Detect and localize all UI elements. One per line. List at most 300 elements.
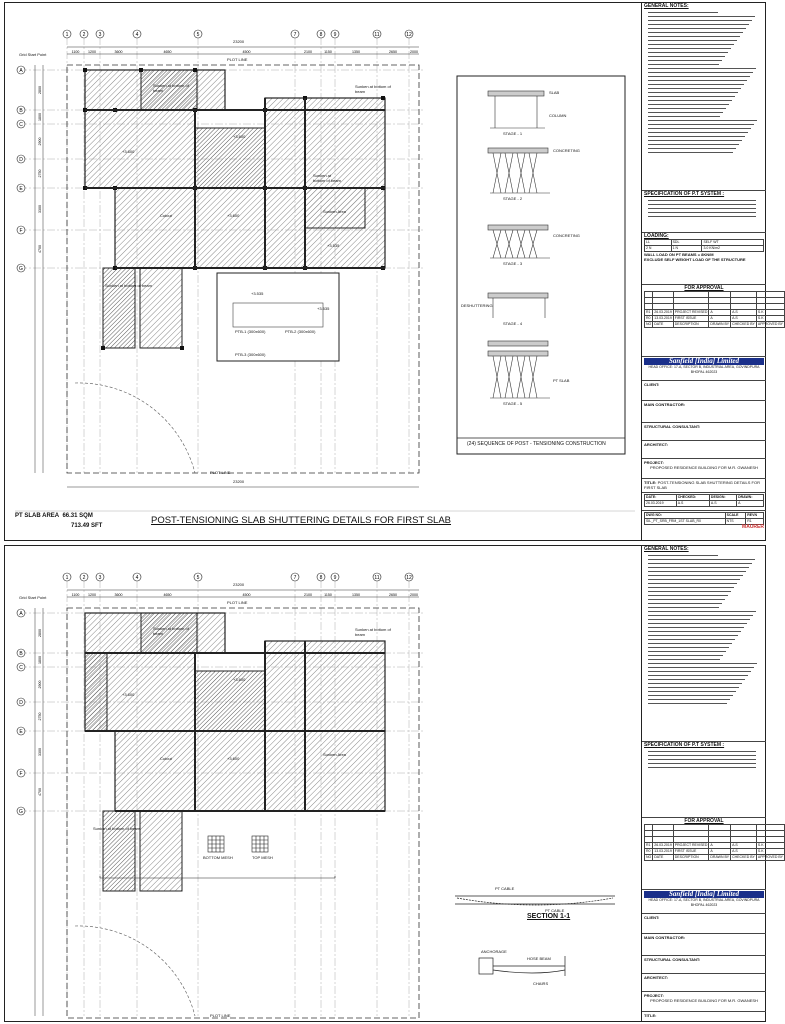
grid-label-left: A <box>19 611 23 617</box>
plot-line-top: PLOT LINE <box>227 57 248 62</box>
revision-table <box>644 291 785 328</box>
rev-by: DRAWN BY <box>710 322 730 326</box>
loading-block <box>642 233 766 285</box>
stage-5-label: STAGE - 5 <box>503 401 523 406</box>
note-line <box>648 651 726 652</box>
maurer-logo: MAURER <box>742 524 764 530</box>
structural-consultant-field: STRUCTURAL CONSULTANT: <box>642 423 766 441</box>
general-notes-block <box>642 3 766 191</box>
loading-header: SDL <box>671 240 702 246</box>
structural-consultant-field-2: STRUCTURAL CONSULTANT: <box>642 956 766 974</box>
dim-label-top: 2650 <box>389 593 397 597</box>
date-table <box>644 494 764 507</box>
grid-label-top: 2 <box>82 32 86 38</box>
level-label-4: +3.535 <box>251 291 264 296</box>
dim-label-left: 2800 <box>38 86 42 94</box>
level-label-6: +3.535 <box>327 243 340 248</box>
stage-2-label: STAGE - 2 <box>503 196 523 201</box>
title-label: TITLE: <box>644 480 657 485</box>
sunken-note-left: Sunken at bottom of beam <box>105 283 152 288</box>
dim-label-top: 1200 <box>88 593 96 597</box>
general-notes-block-2 <box>642 546 766 742</box>
overall-dim-top: 23200 <box>233 39 245 44</box>
rev-app: S.K <box>756 316 784 322</box>
level-label-2-1: +3.600 <box>122 692 135 697</box>
checked-label: CHECKED: <box>676 495 709 501</box>
note-line <box>648 675 748 676</box>
grid-label-left: B <box>19 651 23 657</box>
loading-heading: LOADING: <box>644 233 669 239</box>
note-line <box>648 663 757 664</box>
section-label-anchorage: ANCHORAGE <box>481 949 507 954</box>
scale-value: NTS <box>725 519 746 525</box>
rev-chk: A.S <box>731 316 757 322</box>
for-approval-label-2: FOR APPROVAL <box>684 818 724 824</box>
note-line <box>648 687 739 688</box>
note-line <box>648 607 719 608</box>
sunken-note-top: Sunken at bottom of beam <box>153 83 189 93</box>
note-line <box>648 88 741 89</box>
level-label-1: +3.600 <box>122 149 135 154</box>
dim-label-top: 1100 <box>71 50 80 54</box>
dim-label-top: 1200 <box>88 50 96 54</box>
stage-note-deshuttering: DESHUTTERING <box>461 303 493 308</box>
note-line <box>648 623 747 624</box>
rev-by: A <box>709 316 731 322</box>
grid-label-left: F <box>19 771 23 777</box>
grid-label-top: 11 <box>374 575 380 581</box>
dim-label-left: 4700 <box>38 245 42 253</box>
note-line <box>648 64 719 65</box>
revision-block-2 <box>642 818 783 890</box>
level-label-2: +3.600 <box>227 213 240 218</box>
note-line <box>648 36 740 37</box>
note-line <box>648 16 755 17</box>
loading-header: SELF WT <box>702 240 764 246</box>
dim-label-top: 1100 <box>71 593 80 597</box>
architect-field: ARCHITECT: <box>642 441 766 459</box>
note-line <box>648 44 734 45</box>
dim-label-left: 3300 <box>38 748 42 756</box>
company-block <box>642 357 766 381</box>
grid-label-top: 12 <box>406 575 412 581</box>
stage-note-column: COLUMN <box>549 113 567 118</box>
ptb-label-1: PTB-1 (300x600) <box>235 329 266 334</box>
title-label-2: TITLE: <box>644 1013 657 1018</box>
note-line <box>648 599 725 600</box>
company-address: HEAD OFFICE: 17-A, SECTOR B, INDUSTRIAL AREA, GOVINDPURA BHOPAL 462023 <box>648 365 760 374</box>
drawn-value: A <box>737 501 764 507</box>
grid-label-left: A <box>19 68 23 74</box>
dim-label-left: 2900 <box>38 137 42 146</box>
rev-desc: DESCRIPTION <box>673 855 709 861</box>
project-name: PROPOSED RESIDENCE BUILDING FOR M.R. GWANESH <box>650 465 758 470</box>
spec-heading: SPECIFICATION OF P.T SYSTEM : <box>644 191 725 197</box>
grid-label-left: B <box>19 108 23 114</box>
note-line <box>648 615 753 616</box>
note-line <box>648 80 747 81</box>
sequence-caption: (24) SEQUENCE OF POST - TENSIONING CONSTRUCTION <box>467 441 606 447</box>
stage-3-label: STAGE - 3 <box>503 261 523 266</box>
note-line <box>648 48 731 49</box>
sunken-note-right: Sunken at bottom of beam <box>355 84 391 94</box>
rev-cell: R1 <box>645 310 653 316</box>
revision-header-row <box>645 322 785 328</box>
column-marker <box>101 346 105 350</box>
grid-label-left: C <box>19 665 23 671</box>
revision-block <box>642 285 783 357</box>
company-address-2: HEAD OFFICE: 17-A, SECTOR B, INDUSTRIAL AREA, GOVINDPURA BHOPAL 462023 <box>648 898 760 907</box>
grid-label-top: 9 <box>333 32 337 38</box>
note-line <box>648 104 729 105</box>
dim-label-top: 3600 <box>114 50 123 54</box>
rev-date: 13.03.2019 <box>654 849 672 853</box>
dim-label-left: 2750 <box>38 712 42 721</box>
rev-cell: NO <box>646 855 652 859</box>
rev-date: 26.03.2019 <box>654 310 672 314</box>
section-label-cable-2: PT CABLE <box>545 908 565 913</box>
for-approval-label: FOR APPROVAL <box>684 285 724 291</box>
grid-label-top: 2 <box>82 575 86 581</box>
note-line <box>648 72 753 73</box>
column-marker <box>83 68 87 72</box>
dim-label-left: 2750 <box>38 169 42 178</box>
note-line <box>648 96 735 97</box>
floor-plan-2 <box>5 546 637 1021</box>
title-block-2 <box>641 546 783 1021</box>
note-line <box>648 659 720 660</box>
note-line <box>648 631 741 632</box>
project-block-2 <box>642 992 766 1012</box>
sunken-area-label-2: Sunken Area <box>323 752 346 757</box>
note-line <box>648 575 743 576</box>
note-line <box>648 703 727 704</box>
rev-cell: NO <box>646 322 652 326</box>
note-line <box>648 52 728 53</box>
grid-label-top: 4 <box>135 575 139 581</box>
overall-dim-top-2: 23200 <box>233 582 245 587</box>
note-line <box>648 679 745 680</box>
note-line <box>648 639 735 640</box>
dim-label-top: 2000 <box>410 593 418 597</box>
grid-label-top: 1 <box>65 32 69 38</box>
rev-desc: PROJECT REVISED <box>674 310 708 314</box>
note-line <box>648 563 752 564</box>
note-line <box>648 583 737 584</box>
note-line <box>648 108 726 109</box>
grid-label-left: E <box>19 729 23 735</box>
grid-start-label-2: Grid Start Point <box>19 595 47 600</box>
plan-drawing-2 <box>5 546 637 1023</box>
note-line <box>648 60 722 61</box>
checked-value: A.S <box>676 501 709 507</box>
note-line <box>648 683 742 684</box>
note-line <box>648 635 738 636</box>
dim-label-left: 4700 <box>38 788 42 796</box>
note-line <box>648 76 750 77</box>
rev-by: A <box>709 843 731 849</box>
rev-by: A <box>709 310 731 316</box>
stage-1-label: STAGE - 1 <box>503 131 523 136</box>
grid-label-top: 3 <box>98 575 102 581</box>
column-marker <box>139 68 143 72</box>
spec-block-2 <box>642 742 766 818</box>
note-line <box>648 647 729 648</box>
note-line <box>648 559 755 560</box>
sunken-note-right-2: Sunken at bottom of beam <box>355 627 391 637</box>
stage-note-concreting-2: CONCRETING <box>553 233 580 238</box>
design-label: DESIGN: <box>709 495 736 501</box>
grid-label-top: 3 <box>98 32 102 38</box>
note-line <box>648 24 749 25</box>
grid-label-top: 5 <box>196 575 200 581</box>
note-line <box>648 152 733 153</box>
title-value: POST-TENSIONING SLAB SHUTTERING DETAILS FOR FIRST SLAB <box>644 480 760 490</box>
revision-header-row <box>645 855 785 861</box>
note-line <box>648 595 728 596</box>
note-line <box>648 587 734 588</box>
note-line <box>648 68 756 69</box>
loading-table <box>644 239 764 252</box>
overall-dim-bottom: 23200 <box>233 479 245 484</box>
note-line <box>648 655 723 656</box>
company-logo-2: Sanfield [India] Limited <box>644 891 764 898</box>
rev-app: S.K <box>756 843 784 849</box>
dim-label-left: 1800 <box>38 656 42 664</box>
title-block-1 <box>641 3 783 540</box>
dim-label-top: 2000 <box>410 50 418 54</box>
rev-chk: A.S <box>731 310 757 316</box>
dwg-block <box>642 511 766 537</box>
rev-by: A <box>709 849 731 855</box>
rev-chk: CHECKED BY <box>732 322 755 326</box>
sunken-area-label: Sunken Area <box>323 209 346 214</box>
level-label-3: +3.600 <box>233 134 246 139</box>
note-line <box>648 92 738 93</box>
level-label-5: +3.535 <box>317 306 330 311</box>
project-label-2: PROJECT: <box>644 993 664 998</box>
general-notes-heading: GENERAL NOTES: <box>644 3 689 9</box>
grid-label-left: E <box>19 186 23 192</box>
dim-label-top: 3600 <box>114 593 123 597</box>
stage-4-label: STAGE - 4 <box>503 321 523 326</box>
top-mesh-label: TOP MESH <box>252 855 273 860</box>
grid-label-top: 5 <box>196 32 200 38</box>
rev-value: R1 <box>746 519 764 525</box>
grid-label-left: D <box>19 700 23 706</box>
client-field: CLIENT: <box>642 381 766 401</box>
rev-date: 26.03.2019 <box>654 843 672 847</box>
dim-label-top: 1150 <box>324 593 332 597</box>
title-field-2 <box>642 1012 766 1022</box>
dim-label-top: 2100 <box>304 593 312 597</box>
main-contractor-field: MAIN CONTRACTOR: <box>642 401 766 423</box>
drawing-title: POST-TENSIONING SLAB SHUTTERING DETAILS FOR FIRST SLAB <box>151 515 452 526</box>
note-line <box>648 56 725 57</box>
slab-area-sft: 713.49 SFT <box>71 523 103 529</box>
dim-label-left: 2800 <box>38 629 42 637</box>
loading-value: 3.0 KN/m2 <box>702 246 764 252</box>
grid-start-label: Grid Start Point <box>19 52 47 57</box>
note-line <box>648 671 751 672</box>
date-block <box>642 493 766 511</box>
date-value: 26.03.2019 <box>645 501 677 507</box>
rev-label: REVN <box>746 513 764 519</box>
grid-label-top: 9 <box>333 575 337 581</box>
rev-desc: DESCRIPTION <box>673 322 709 328</box>
dim-label-top: 4500 <box>242 50 251 54</box>
grid-label-top: 7 <box>293 575 297 581</box>
client-field-2: CLIENT: <box>642 914 766 934</box>
note-line <box>648 579 740 580</box>
architect-field-2: ARCHITECT: <box>642 974 766 992</box>
wall-load-note: WALL LOAD ON PT BEAMS = 8KN/M <box>644 252 714 257</box>
note-line <box>648 699 730 700</box>
dim-label-top: 2100 <box>304 50 312 54</box>
loading-value: 2 N <box>645 246 672 252</box>
column-marker <box>381 96 385 100</box>
drawn-label: DRAWN: <box>737 495 764 501</box>
note-line <box>648 100 732 101</box>
note-line <box>648 619 750 620</box>
plot-line-top-2: PLOT LINE <box>227 600 248 605</box>
note-line <box>648 120 757 121</box>
bottom-mesh-label: BOTTOM MESH <box>203 855 233 860</box>
dim-label-left: 1800 <box>38 113 42 121</box>
drawing-sheet-1 <box>4 2 783 541</box>
ptb-label-2: PTB-2 (300x600) <box>285 329 316 334</box>
dim-label-left: 2900 <box>38 680 42 689</box>
grid-label-top: 8 <box>319 32 323 38</box>
rev-chk: CHECKED BY <box>732 855 755 859</box>
note-line <box>648 571 746 572</box>
sunken-note-mid: Sunken at bottom of beam <box>313 173 341 183</box>
grid-label-left: G <box>19 809 23 815</box>
scale-label: SCALE <box>725 513 746 519</box>
level-label-2-3: +3.600 <box>233 677 246 682</box>
section-title: SECTION 1-1 <box>527 913 571 920</box>
dim-label-top: 4650 <box>163 50 172 54</box>
spec-heading-2: SPECIFICATION OF P.T SYSTEM : <box>644 742 725 748</box>
revision-table-2 <box>644 824 785 861</box>
rev-date: DATE <box>653 855 674 861</box>
note-line <box>648 148 736 149</box>
company-block-2 <box>642 890 766 914</box>
rev-app: S.K <box>756 849 784 855</box>
grid-label-top: 1 <box>65 575 69 581</box>
note-line <box>648 555 718 556</box>
dim-label-top: 4500 <box>242 593 251 597</box>
dim-label-top: 2650 <box>389 50 397 54</box>
slab-area-label: PT SLAB AREA 66.31 SQM <box>15 513 93 519</box>
loading-value: 1 N <box>671 246 702 252</box>
ptb-label-3: PTB-3 (300x600) <box>235 352 266 357</box>
general-notes-heading-2: GENERAL NOTES: <box>644 546 689 552</box>
note-line <box>648 116 720 117</box>
note-line <box>648 591 731 592</box>
dwg-value: SIL_PT_SRB_FRM_1ST SLAB_R0 <box>645 519 726 525</box>
note-line <box>648 124 754 125</box>
project-name-2: PROPOSED RESIDENCE BUILDING FOR M.R. GWANESH <box>650 998 758 1003</box>
rev-date: DATE <box>653 322 674 328</box>
note-line <box>648 603 722 604</box>
note-line <box>648 144 739 145</box>
rev-by: DRAWN BY <box>710 855 730 859</box>
main-contractor-field-2: MAIN CONTRACTOR: <box>642 934 766 956</box>
section-label-chairs: CHAIRS <box>533 981 549 986</box>
note-line <box>648 12 718 13</box>
note-line <box>648 567 749 568</box>
grid-label-top: 4 <box>135 32 139 38</box>
column-marker <box>180 346 184 350</box>
rev-cell: R0 <box>645 316 653 322</box>
grid-label-top: 12 <box>406 32 412 38</box>
dim-label-top: 1350 <box>352 593 360 597</box>
design-value: A.S <box>709 501 736 507</box>
sunken-note-top-2: Sunken at bottom of beam <box>153 626 189 636</box>
plot-line-bottom: PLOT LINE <box>210 470 231 475</box>
project-block <box>642 459 766 479</box>
note-line <box>648 695 733 696</box>
rev-date: 13.03.2019 <box>654 316 672 320</box>
dim-label-left: 3300 <box>38 205 42 213</box>
note-line <box>648 132 748 133</box>
rev-app: S.K <box>756 310 784 316</box>
stage-note-concreting-1: CONCRETING <box>553 148 580 153</box>
plot-line-bottom-2: PLOT LINE <box>210 1013 231 1018</box>
note-line <box>648 691 736 692</box>
note-line <box>648 627 744 628</box>
project-label: PROJECT: <box>644 460 664 465</box>
spec-block <box>642 191 766 233</box>
dim-label-top: 1350 <box>352 50 360 54</box>
stage-note-slab: SLAB <box>549 90 560 95</box>
rev-chk: A.S <box>731 843 757 849</box>
rev-cell: R1 <box>645 843 653 849</box>
title-field <box>642 479 766 493</box>
note-line <box>648 128 751 129</box>
note-line <box>648 136 745 137</box>
cutout-label-2: Cutout <box>160 756 172 761</box>
grid-label-left: F <box>19 228 23 234</box>
rev-desc: PROJECT REVISED <box>674 843 708 847</box>
grid-label-left: G <box>19 266 23 272</box>
company-logo: Sanfield [India] Limited <box>644 358 764 365</box>
note-line <box>648 84 744 85</box>
rev-chk: A.S <box>731 849 757 855</box>
level-label-2-2: +3.600 <box>227 756 240 761</box>
note-line <box>648 40 737 41</box>
note-line <box>648 28 746 29</box>
dwg-label: DWG NO: <box>645 513 726 519</box>
grid-label-top: 8 <box>319 575 323 581</box>
cutout-label: Cutout <box>160 213 172 218</box>
column-marker <box>193 68 197 72</box>
grid-label-top: 11 <box>374 32 380 38</box>
exclude-self-note: EXCLUDE SELF WEIGHT LOAD OF THE STRUCTURE <box>644 257 746 262</box>
drawing-sheet-2 <box>4 545 783 1022</box>
grid-label-left: C <box>19 122 23 128</box>
note-line <box>648 140 742 141</box>
plan-drawing-1 <box>5 3 637 542</box>
section-label-hose-beam: HOSE BEAM <box>527 956 551 961</box>
floor-plan-1 <box>5 3 637 540</box>
note-line <box>648 611 756 612</box>
note-line <box>648 643 732 644</box>
note-line <box>648 32 743 33</box>
rev-app: APPROVED BY <box>757 322 783 326</box>
grid-label-top: 7 <box>293 32 297 38</box>
